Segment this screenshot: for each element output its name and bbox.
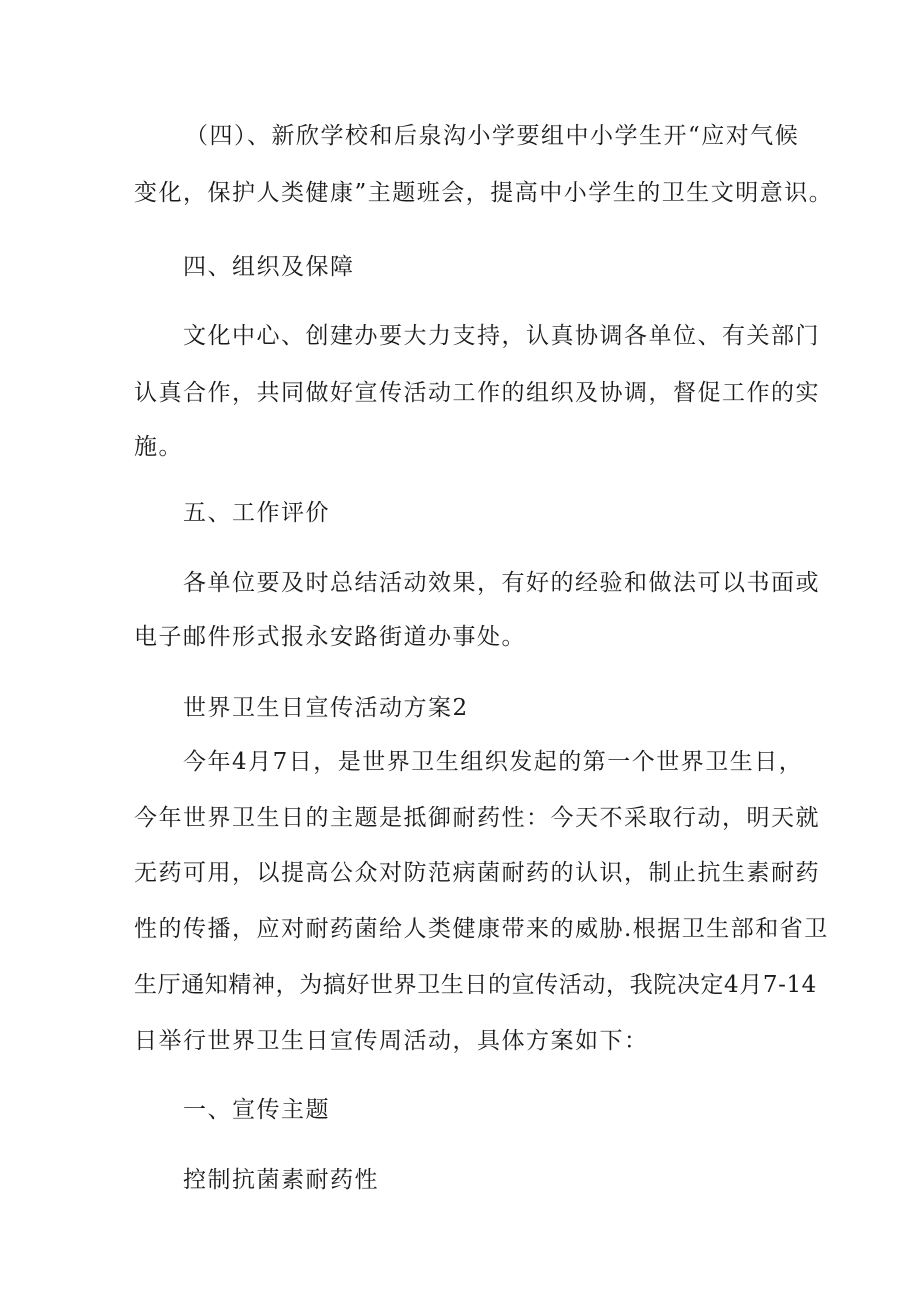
paragraph-line: 控制抗菌素耐药性 [183, 1167, 379, 1193]
paragraph-line: 文化中心、创建办要大力支持，认真协调各单位、有关部门 [183, 323, 820, 349]
document-title: 世界卫生日宣传活动方案2 [183, 695, 469, 721]
paragraph-line: 各单位要及时总结活动效果，有好的经验和做法可以书面或 [183, 570, 820, 596]
paragraph-line: 认真合作，共同做好宣传活动工作的组织及协调，督促工作的实 [134, 380, 820, 406]
section-heading: 五、工作评价 [183, 500, 330, 526]
paragraph-line: 性的传播，应对耐药菌给人类健康带来的威胁.根据卫生部和省卫 [134, 916, 829, 942]
section-heading: 一、宣传主题 [183, 1097, 330, 1123]
paragraph-line: 日举行世界卫生日宣传周活动，具体方案如下： [134, 1028, 649, 1054]
paragraph-line: 生厅通知精神，为搞好世界卫生日的宣传活动，我院决定4月7-14 [134, 972, 817, 998]
paragraph-line: 变化，保护人类健康”主题班会，提高中小学生的卫生文明意识。 [134, 180, 834, 206]
paragraph-line: 今年4月7日，是世界卫生组织发起的第一个世界卫生日， [183, 749, 804, 775]
paragraph-line: 施。 [134, 434, 183, 460]
paragraph-line: （四）、新欣学校和后泉沟小学要组中小学生开“应对气候 [185, 123, 800, 149]
paragraph-line: 电子邮件形式报永安路街道办事处。 [134, 624, 526, 650]
section-heading: 四、组织及保障 [183, 254, 355, 280]
paragraph-line: 今年世界卫生日的主题是抵御耐药性：今天不采取行动，明天就 [134, 805, 820, 831]
paragraph-line: 无药可用，以提高公众对防范病菌耐药的认识，制止抗生素耐药 [134, 860, 820, 886]
